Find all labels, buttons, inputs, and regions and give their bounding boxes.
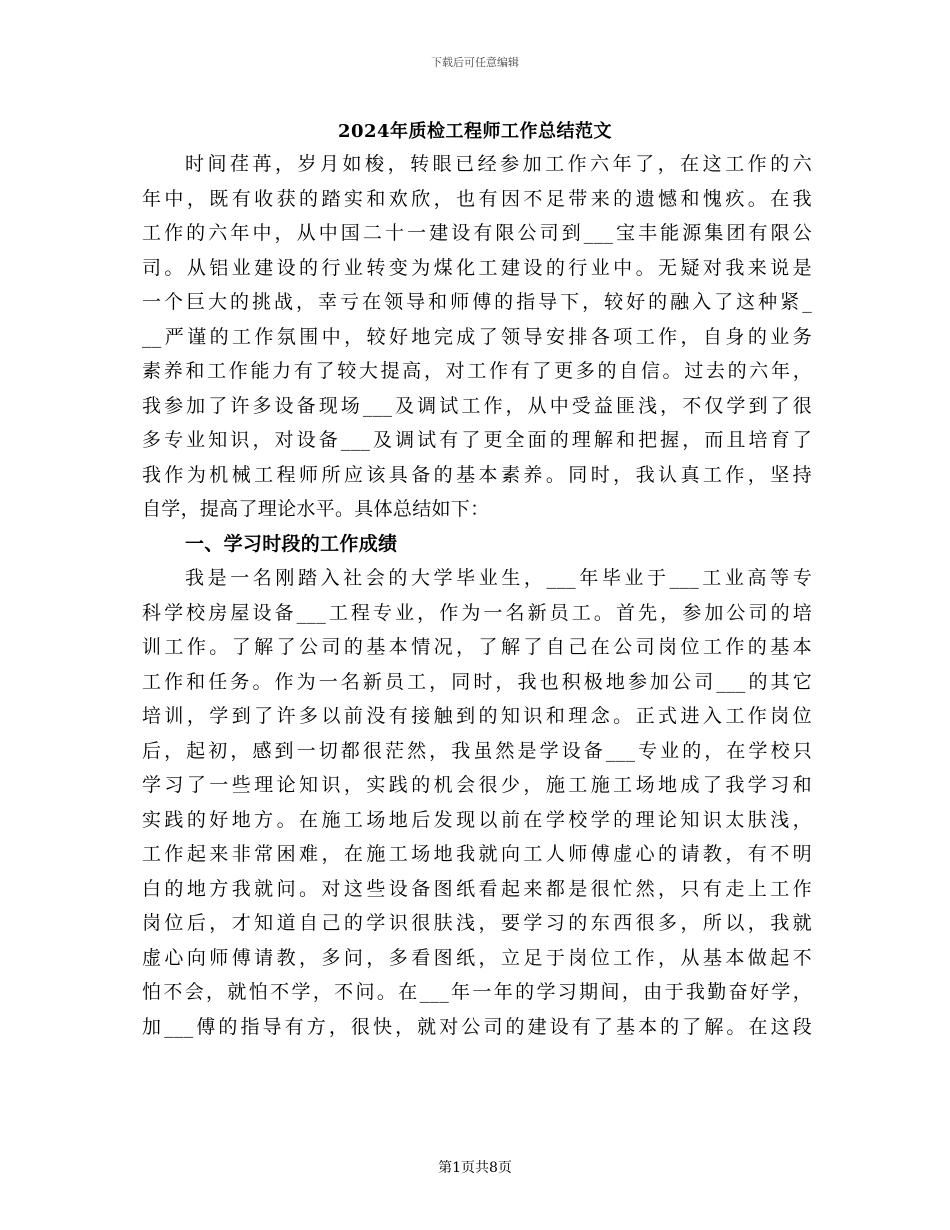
paragraph-line: 科学校房屋设备___工程专业，作为一名新员工。首先，参加公司的培 xyxy=(142,601,812,624)
paragraph-line: 多专业知识，对设备___及调试有了更全面的理解和把握，而且培育了 xyxy=(142,429,812,451)
paragraph-line: 岗位后，才知道自己的学识很肤浅，要学习的东西很多，所以，我就 xyxy=(142,912,812,934)
paragraph-line: 司。从铝业建设的行业转变为煤化工建设的行业中。无疑对我来说是 xyxy=(142,256,812,279)
paragraph-line: 学习了一些理论知识，实践的机会很少，施工施工场地成了我学习和 xyxy=(142,774,812,796)
paragraph-line: 我参加了许多设备现场___及调试工作，从中受益匪浅，不仅学到了很 xyxy=(142,394,812,417)
paragraph-line: 素养和工作能力有了较大提高，对工作有了更多的自信。过去的六年， xyxy=(142,360,812,382)
page-number: 第1页共8页 xyxy=(438,1160,512,1176)
paragraph-line: 我作为机械工程师所应该具备的基本素养。同时，我认真工作，坚持 xyxy=(142,463,812,486)
paragraph-line: __严谨的工作氛围中，较好地完成了领导安排各项工作，自身的业务 xyxy=(142,325,812,348)
paragraph-line: 虚心向师傅请教，多问，多看图纸，立足于岗位工作，从基本做起不 xyxy=(142,946,812,969)
paragraph-line: 一个巨大的挑战，幸亏在领导和师傅的指导下，较好的融入了这种紧_ xyxy=(142,291,812,313)
paragraph-line: 工作的六年中，从中国二十一建设有限公司到___宝丰能源集团有限公 xyxy=(142,222,812,244)
paragraph-line: 培训，学到了许多以前没有接触到的知识和理念。正式进入工作岗位 xyxy=(142,705,812,727)
paragraph-line: 后，起初，感到一切都很茫然，我虽然是学设备___专业的，在学校只 xyxy=(142,739,812,762)
paragraph-line: 我是一名刚踏入社会的大学毕业生，___年毕业于___工业高等专 xyxy=(185,567,812,589)
paragraph-line: 加___傅的指导有方，很快，就对公司的建设有了基本的了解。在这段 xyxy=(142,1015,812,1038)
paragraph-line: 时间荏苒，岁月如梭，转眼已经参加工作六年了，在这工作的六 xyxy=(185,153,812,175)
paragraph-line: 自学，提高了理论水平。具体总结如下： xyxy=(142,498,490,520)
paragraph-line: 工作起来非常困难，在施工场地我就向工人师傅虚心的请教，有不明 xyxy=(142,843,812,865)
paragraph-line: 实践的好地方。在施工场地后发现以前在学校学的理论知识太肤浅， xyxy=(142,808,812,831)
header-note: 下载后可任意编辑 xyxy=(431,56,519,69)
paragraph-line: 白的地方我就问。对这些设备图纸看起来都是很忙然，只有走上工作 xyxy=(142,877,812,900)
paragraph-line: 怕不会，就怕不学，不问。在___年一年的学习期间，由于我勤奋好学， xyxy=(142,981,812,1003)
paragraph-line: 工作和任务。作为一名新员工，同时，我也积极地参加公司___的其它 xyxy=(142,670,812,693)
paragraph-line: 年中，既有收获的踏实和欢欣，也有因不足带来的遗憾和愧疚。在我 xyxy=(142,187,812,210)
paragraph-line: 训工作。了解了公司的基本情况，了解了自己在公司岗位工作的基本 xyxy=(142,636,812,658)
document-title: 2024年质检工程师工作总结范文 xyxy=(337,121,613,142)
section-heading: 一、学习时段的工作成绩 xyxy=(185,532,398,555)
